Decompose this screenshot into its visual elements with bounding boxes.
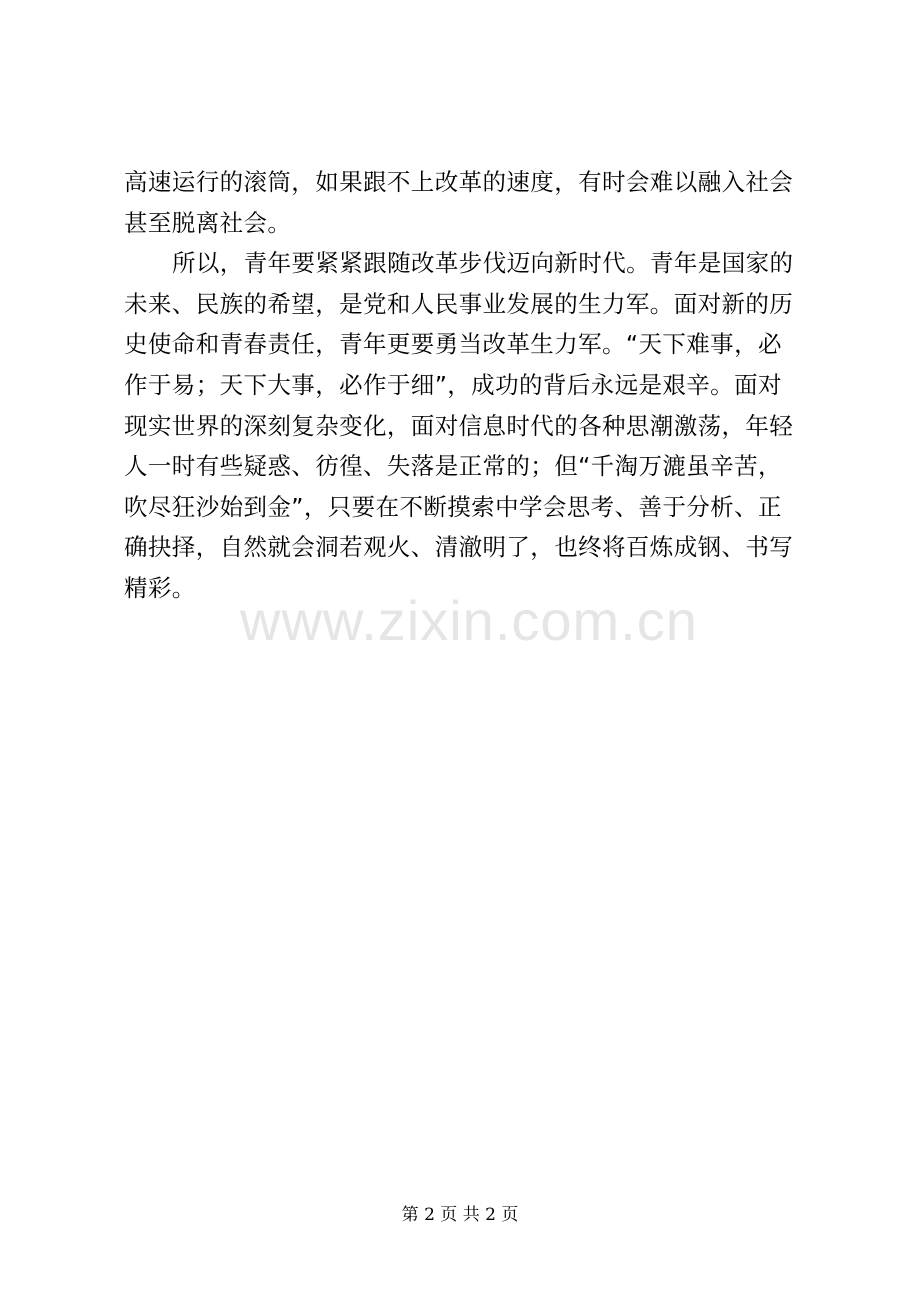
text-line: 精彩。: [124, 573, 196, 602]
page-number-footer: 第 2 页 共 2 页: [401, 1205, 519, 1225]
text-line: 高速运行的滚筒，如果跟不上改革的速度，有时会难以融入社会: [124, 168, 794, 196]
text-line: 甚至脱离社会。: [124, 208, 292, 237]
text-line: 作于易；天下大事，必作于细”，成功的背后永远是艰辛。面对: [124, 370, 782, 399]
text-line: 未来、民族的希望，是党和人民事业发展的生力军。面对新的历: [124, 289, 794, 318]
text-line: 人一时有些疑惑、彷徨、失落是正常的；但“千淘万漉虽辛苦，: [124, 452, 782, 481]
paragraph-first-line: 所以，青年要紧紧跟随改革步伐迈向新时代。青年是国家的: [172, 249, 794, 278]
text-line: 史使命和青春责任，青年更要勇当改革生力军。“天下难事，必: [124, 330, 782, 359]
text-line: 现实世界的深刻复杂变化，面对信息时代的各种思潮激荡，年轻: [124, 411, 794, 440]
text-line: 吹尽狂沙始到金”，只要在不断摸索中学会思考、善于分析、正: [124, 492, 782, 521]
body-text: [124, 162, 804, 609]
watermark: www.zixin.com.cn: [240, 589, 698, 652]
text-line: 确抉择，自然就会洞若观火、清澈明了，也终将百炼成钢、书写: [124, 533, 794, 562]
